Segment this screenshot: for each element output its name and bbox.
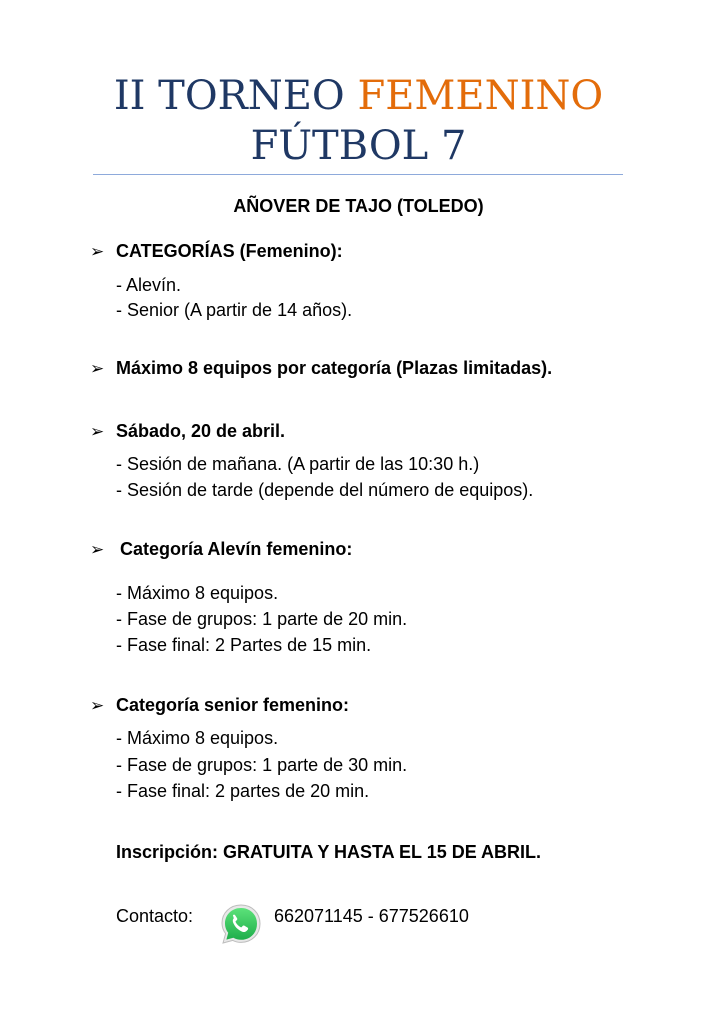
title-part-2: FEMENINO	[357, 73, 604, 119]
alevin-heading-row	[90, 539, 352, 560]
fecha-item: - Sesión de tarde (depende del número de equipos).	[116, 480, 534, 500]
alevin-item: - Fase final: 2 Partes de 15 min.	[116, 635, 372, 655]
categorias-item: - Senior (A partir de 14 años).	[116, 300, 353, 320]
senior-heading-row	[90, 695, 349, 716]
maximo-heading: Máximo 8 equipos por categoría (Plazas limitadas).	[116, 358, 553, 378]
alevin-item: - Fase de grupos: 1 parte de 20 min.	[116, 609, 408, 629]
categorias-item: - Alevín.	[116, 275, 182, 295]
contact-row	[116, 902, 536, 942]
arrow-bullet-icon: ➢	[90, 422, 105, 441]
arrow-bullet-icon: ➢	[90, 242, 105, 261]
inscripcion-text: Inscripción: GRATUITA Y HASTA EL 15 DE ABRIL.	[116, 842, 542, 862]
senior-item: - Fase de grupos: 1 parte de 30 min.	[116, 755, 408, 775]
title-line-1	[0, 72, 717, 120]
senior-item: - Máximo 8 equipos.	[116, 728, 279, 748]
alevin-item: - Máximo 8 equipos.	[116, 583, 279, 603]
arrow-bullet-icon: ➢	[90, 359, 105, 378]
arrow-bullet-icon: ➢	[90, 540, 105, 559]
contact-label: Contacto:	[116, 906, 194, 926]
fecha-heading: Sábado, 20 de abril.	[116, 421, 286, 441]
fecha-heading-row	[90, 421, 285, 442]
contact-phones: 662071145 - 677526610	[274, 906, 469, 926]
categorias-heading-row	[90, 241, 343, 262]
senior-item: - Fase final: 2 partes de 20 min.	[116, 781, 370, 801]
maximo-heading-row	[90, 358, 552, 379]
title-line-2: FÚTBOL 7	[250, 123, 467, 169]
senior-heading: Categoría senior femenino:	[116, 695, 350, 715]
categorias-heading: CATEGORÍAS (Femenino):	[116, 241, 343, 261]
title-divider	[93, 174, 623, 175]
location-subtitle: AÑOVER DE TAJO (TOLEDO)	[233, 196, 484, 216]
arrow-bullet-icon: ➢	[90, 696, 105, 715]
title-part-1: II TORNEO	[113, 73, 358, 119]
whatsapp-icon	[218, 902, 264, 948]
fecha-item: - Sesión de mañana. (A partir de las 10:30 h.)	[116, 454, 480, 474]
alevin-heading: Categoría Alevín femenino:	[120, 539, 353, 559]
